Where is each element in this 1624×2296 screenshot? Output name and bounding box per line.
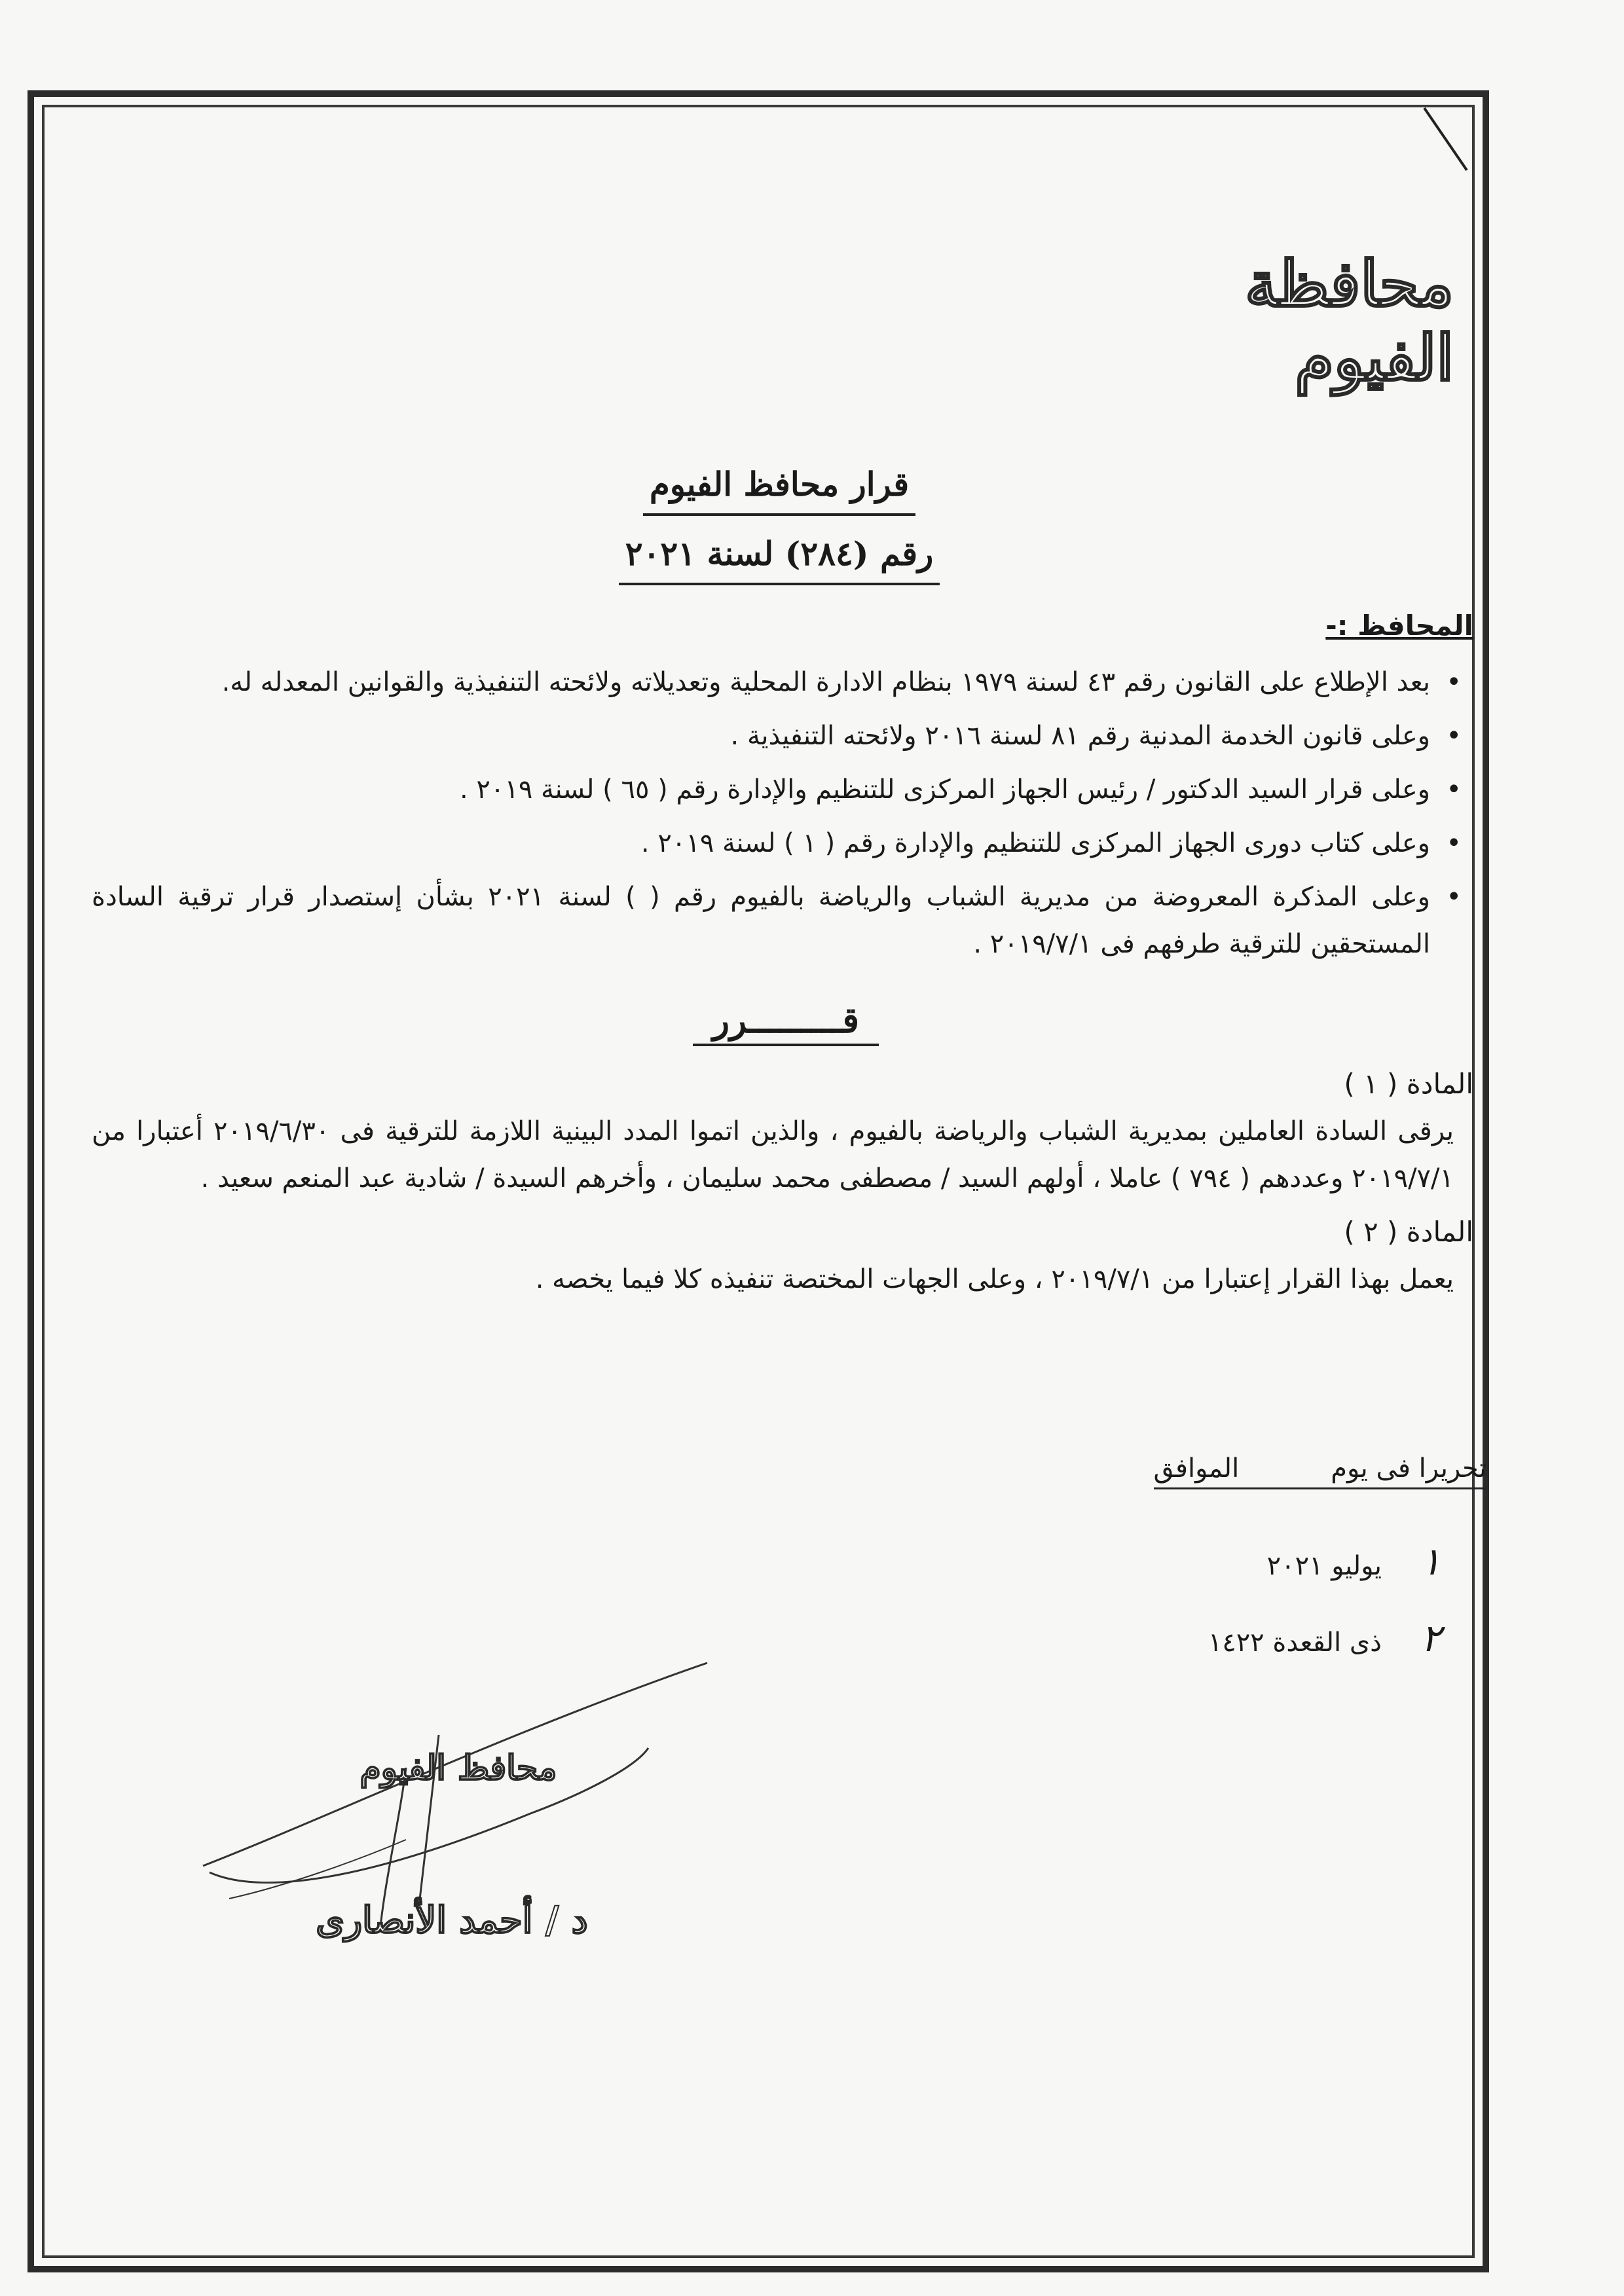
article-1-text: يرقى السادة العاملين بمديرية الشباب والرياضة بالفيوم ، والذين اتموا المدد البينية اللازمة للترقية فى ٢٠١٩/٦/٣٠ أعتبارا من ٢٠١٩/٧/١ وعددهم ( ٧٩٤ ) عاملا ، أولهم السيد / مصطفى محمد سليمان ، وأخرهم السيدة / شادية عبد المنعم سعيد . — [92, 1116, 1454, 1194]
decree-title — [563, 458, 995, 597]
bullet-icon: • — [1446, 667, 1462, 697]
signatory-title: محافظ الفيوم — [360, 1748, 557, 1788]
article-1-title: المادة ( ١ ) — [1344, 1068, 1473, 1100]
decided-heading: قـــــــــرر — [92, 996, 1480, 1044]
preamble-item: • وعلى المذكرة المعروضة من مديرية الشباب والرياضة بالفيوم رقم ( ) لسنة ٢٠٢١ بشأن إستصدار قرار ترقية السادة المستحقين للترقية طرفهم فى ٢٠١٩/٧/١ . — [92, 873, 1467, 968]
bullet-icon: • — [1446, 721, 1462, 751]
date-gregorian: ١يوليو ٢٠٢١ — [1208, 1525, 1460, 1602]
article-2-text: يعمل بهذا القرار إعتبارا من ٢٠١٩/٧/١ ، وعلى الجهات المختصة تنفيذه كلا فيما يخصه . — [535, 1264, 1454, 1294]
corner-stroke — [1421, 105, 1473, 177]
preamble-item: • وعلى قرار السيد الدكتور / رئيس الجهاز المركزى للتنظيم والإدارة رقم ( ٦٥ ) لسنة ٢٠١٩ . — [92, 766, 1467, 813]
signature-block — [190, 1624, 714, 1964]
decree-number: رقم (٢٨٤) لسنة ٢٠٢١ — [619, 528, 940, 585]
date-hijri: ٢ذى القعدة ١٤٢٢ — [1208, 1602, 1460, 1679]
decree-body — [92, 602, 1480, 1309]
preamble-item: • وعلى قانون الخدمة المدنية رقم ٨١ لسنة ٢٠١٦ ولائحته التنفيذية . — [92, 712, 1467, 759]
preamble-item: • بعد الإطلاع على القانون رقم ٤٣ لسنة ١٩٧٩ بنظام الادارة المحلية وتعديلاته ولائحته التنفيذية والقوانين المعدله له. — [92, 659, 1467, 706]
governorate-logo-text: محافظة الفيوم — [1245, 247, 1454, 395]
governor-label: المحافظ :- — [1325, 610, 1473, 642]
signatory-name: د / أحمد الأنصارى — [316, 1899, 588, 1942]
preamble-item: • وعلى كتاب دورى الجهاز المركزى للتنظيم والإدارة رقم ( ١ ) لسنة ٢٠١٩ . — [92, 820, 1467, 867]
corresponding-label: الموافق — [1153, 1453, 1240, 1484]
handwritten-day: ٢ — [1420, 1616, 1441, 1660]
bullet-icon: • — [1446, 882, 1462, 912]
handwritten-day: ١ — [1420, 1539, 1441, 1584]
dated-label: تحريرا فى يوم — [1331, 1453, 1486, 1484]
article-2-title: المادة ( ٢ ) — [1344, 1216, 1473, 1248]
bullet-icon: • — [1446, 774, 1462, 805]
preamble-list — [92, 659, 1480, 968]
dated-line — [1154, 1453, 1486, 1489]
date-lines — [1208, 1525, 1460, 1679]
decree-title-line1: قرار محافظ الفيوم — [643, 458, 915, 516]
bullet-icon: • — [1446, 828, 1462, 858]
